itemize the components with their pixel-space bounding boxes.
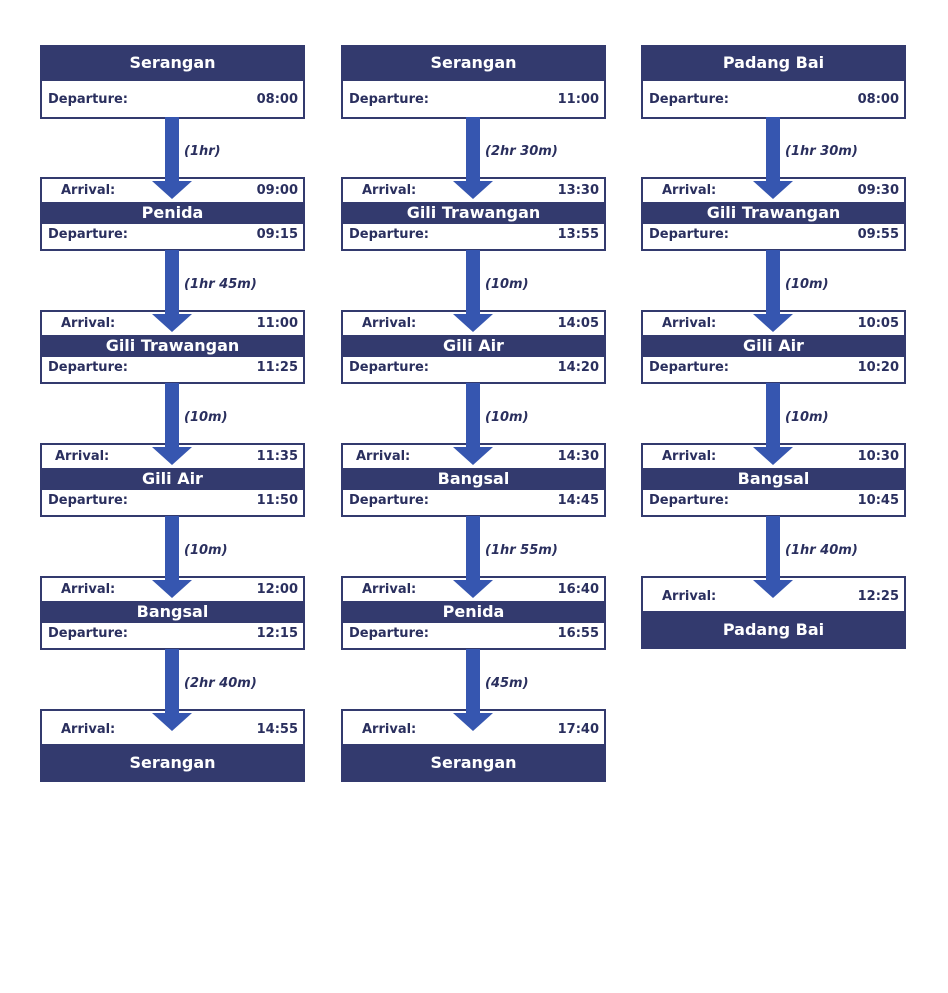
arrival-label: Arrival: — [356, 449, 411, 464]
travel-duration: (10m) — [785, 277, 829, 292]
departure-label: Departure: — [48, 227, 128, 242]
stop-name: Bangsal — [40, 601, 305, 623]
arrival-time: 14:55 — [256, 722, 298, 737]
travel-duration: (2hr 40m) — [184, 676, 257, 691]
arrow-shaft — [165, 649, 179, 713]
arrow-head — [152, 314, 192, 332]
travel-duration: (10m) — [485, 277, 529, 292]
travel-duration: (45m) — [485, 676, 529, 691]
arrow-head — [453, 580, 493, 598]
departure-row — [641, 225, 906, 245]
arrow-shaft — [766, 516, 780, 580]
arrival-time: 11:35 — [256, 449, 298, 464]
arrival-label: Arrival: — [362, 722, 417, 737]
stop-name: Gili Air — [40, 468, 305, 490]
departure-time: 14:20 — [557, 360, 599, 375]
travel-duration: (1hr 30m) — [785, 144, 858, 159]
arrow-shaft — [766, 383, 780, 447]
arrow-shaft — [466, 649, 480, 713]
arrival-label: Arrival: — [61, 722, 116, 737]
arrow-head — [753, 181, 793, 199]
departure-time: 11:50 — [256, 493, 298, 508]
arrow-shaft — [165, 250, 179, 314]
departure-time: 11:25 — [256, 360, 298, 375]
arrow-shaft — [466, 516, 480, 580]
arrival-time: 11:00 — [256, 316, 298, 331]
arrow-head — [453, 713, 493, 731]
departure-time: 16:55 — [557, 626, 599, 641]
arrival-label: Arrival: — [362, 183, 417, 198]
arrival-label: Arrival: — [61, 316, 116, 331]
arrival-label: Arrival: — [662, 183, 717, 198]
arrival-time: 09:30 — [857, 183, 899, 198]
arrow-head — [753, 580, 793, 598]
arrival-time: 10:30 — [857, 449, 899, 464]
arrow-head — [453, 314, 493, 332]
departure-label: Departure: — [649, 227, 729, 242]
arrival-label: Arrival: — [61, 582, 116, 597]
travel-duration: (10m) — [184, 543, 228, 558]
travel-duration: (1hr 45m) — [184, 277, 257, 292]
arrival-time: 14:30 — [557, 449, 599, 464]
departure-row — [40, 225, 305, 245]
departure-row — [641, 491, 906, 511]
departure-time: 11:00 — [557, 92, 599, 107]
arrow-head — [152, 447, 192, 465]
stop-name: Gili Air — [341, 335, 606, 357]
arrow-head — [152, 181, 192, 199]
stop-name: Serangan — [40, 45, 305, 81]
stop-name: Bangsal — [341, 468, 606, 490]
departure-label: Departure: — [649, 92, 729, 107]
stop-name: Padang Bai — [641, 611, 906, 649]
travel-duration: (10m) — [785, 410, 829, 425]
departure-time: 12:15 — [256, 626, 298, 641]
arrival-time: 10:05 — [857, 316, 899, 331]
departure-time: 10:20 — [857, 360, 899, 375]
stop-name: Serangan — [341, 45, 606, 81]
arrival-time: 09:00 — [256, 183, 298, 198]
departure-label: Departure: — [48, 360, 128, 375]
arrival-time: 16:40 — [557, 582, 599, 597]
departure-time: 13:55 — [557, 227, 599, 242]
departure-time: 09:15 — [256, 227, 298, 242]
departure-label: Departure: — [48, 92, 128, 107]
departure-row — [341, 358, 606, 378]
arrival-label: Arrival: — [61, 183, 116, 198]
departure-row — [40, 90, 305, 110]
departure-row — [40, 624, 305, 644]
arrow-shaft — [766, 117, 780, 181]
arrival-label: Arrival: — [362, 316, 417, 331]
departure-label: Departure: — [649, 493, 729, 508]
arrow-shaft — [165, 383, 179, 447]
stop-name: Penida — [341, 601, 606, 623]
stop-name: Penida — [40, 202, 305, 224]
departure-label: Departure: — [349, 626, 429, 641]
stop-name: Serangan — [40, 744, 305, 782]
stop-name: Gili Trawangan — [40, 335, 305, 357]
arrow-shaft — [466, 383, 480, 447]
arrival-time: 13:30 — [557, 183, 599, 198]
departure-label: Departure: — [48, 626, 128, 641]
departure-row — [341, 225, 606, 245]
arrow-shaft — [165, 516, 179, 580]
travel-duration: (1hr) — [184, 144, 221, 159]
arrow-shaft — [466, 117, 480, 181]
departure-time: 08:00 — [857, 92, 899, 107]
stop-name: Padang Bai — [641, 45, 906, 81]
departure-label: Departure: — [349, 92, 429, 107]
stop-name: Serangan — [341, 744, 606, 782]
arrival-label: Arrival: — [662, 316, 717, 331]
travel-duration: (1hr 40m) — [785, 543, 858, 558]
departure-time: 09:55 — [857, 227, 899, 242]
departure-label: Departure: — [48, 493, 128, 508]
departure-label: Departure: — [349, 493, 429, 508]
arrow-head — [152, 713, 192, 731]
stop-name: Bangsal — [641, 468, 906, 490]
departure-time: 10:45 — [857, 493, 899, 508]
travel-duration: (10m) — [485, 410, 529, 425]
departure-row — [641, 358, 906, 378]
travel-duration: (2hr 30m) — [485, 144, 558, 159]
arrow-shaft — [165, 117, 179, 181]
arrival-label: Arrival: — [55, 449, 110, 464]
arrow-head — [753, 447, 793, 465]
departure-row — [341, 90, 606, 110]
departure-row — [641, 90, 906, 110]
arrival-label: Arrival: — [662, 449, 717, 464]
arrow-head — [753, 314, 793, 332]
arrival-label: Arrival: — [362, 582, 417, 597]
arrow-head — [152, 580, 192, 598]
arrow-shaft — [466, 250, 480, 314]
departure-label: Departure: — [349, 360, 429, 375]
travel-duration: (1hr 55m) — [485, 543, 558, 558]
arrival-time: 17:40 — [557, 722, 599, 737]
stop-name: Gili Trawangan — [341, 202, 606, 224]
arrival-time: 12:00 — [256, 582, 298, 597]
arrival-label: Arrival: — [662, 589, 717, 604]
stop-name: Gili Trawangan — [641, 202, 906, 224]
arrow-shaft — [766, 250, 780, 314]
departure-label: Departure: — [349, 227, 429, 242]
departure-row — [341, 624, 606, 644]
arrival-time: 14:05 — [557, 316, 599, 331]
arrow-head — [453, 181, 493, 199]
arrival-time: 12:25 — [857, 589, 899, 604]
departure-label: Departure: — [649, 360, 729, 375]
departure-row — [40, 491, 305, 511]
departure-time: 14:45 — [557, 493, 599, 508]
stop-name: Gili Air — [641, 335, 906, 357]
departure-row — [341, 491, 606, 511]
departure-time: 08:00 — [256, 92, 298, 107]
departure-row — [40, 358, 305, 378]
arrow-head — [453, 447, 493, 465]
travel-duration: (10m) — [184, 410, 228, 425]
